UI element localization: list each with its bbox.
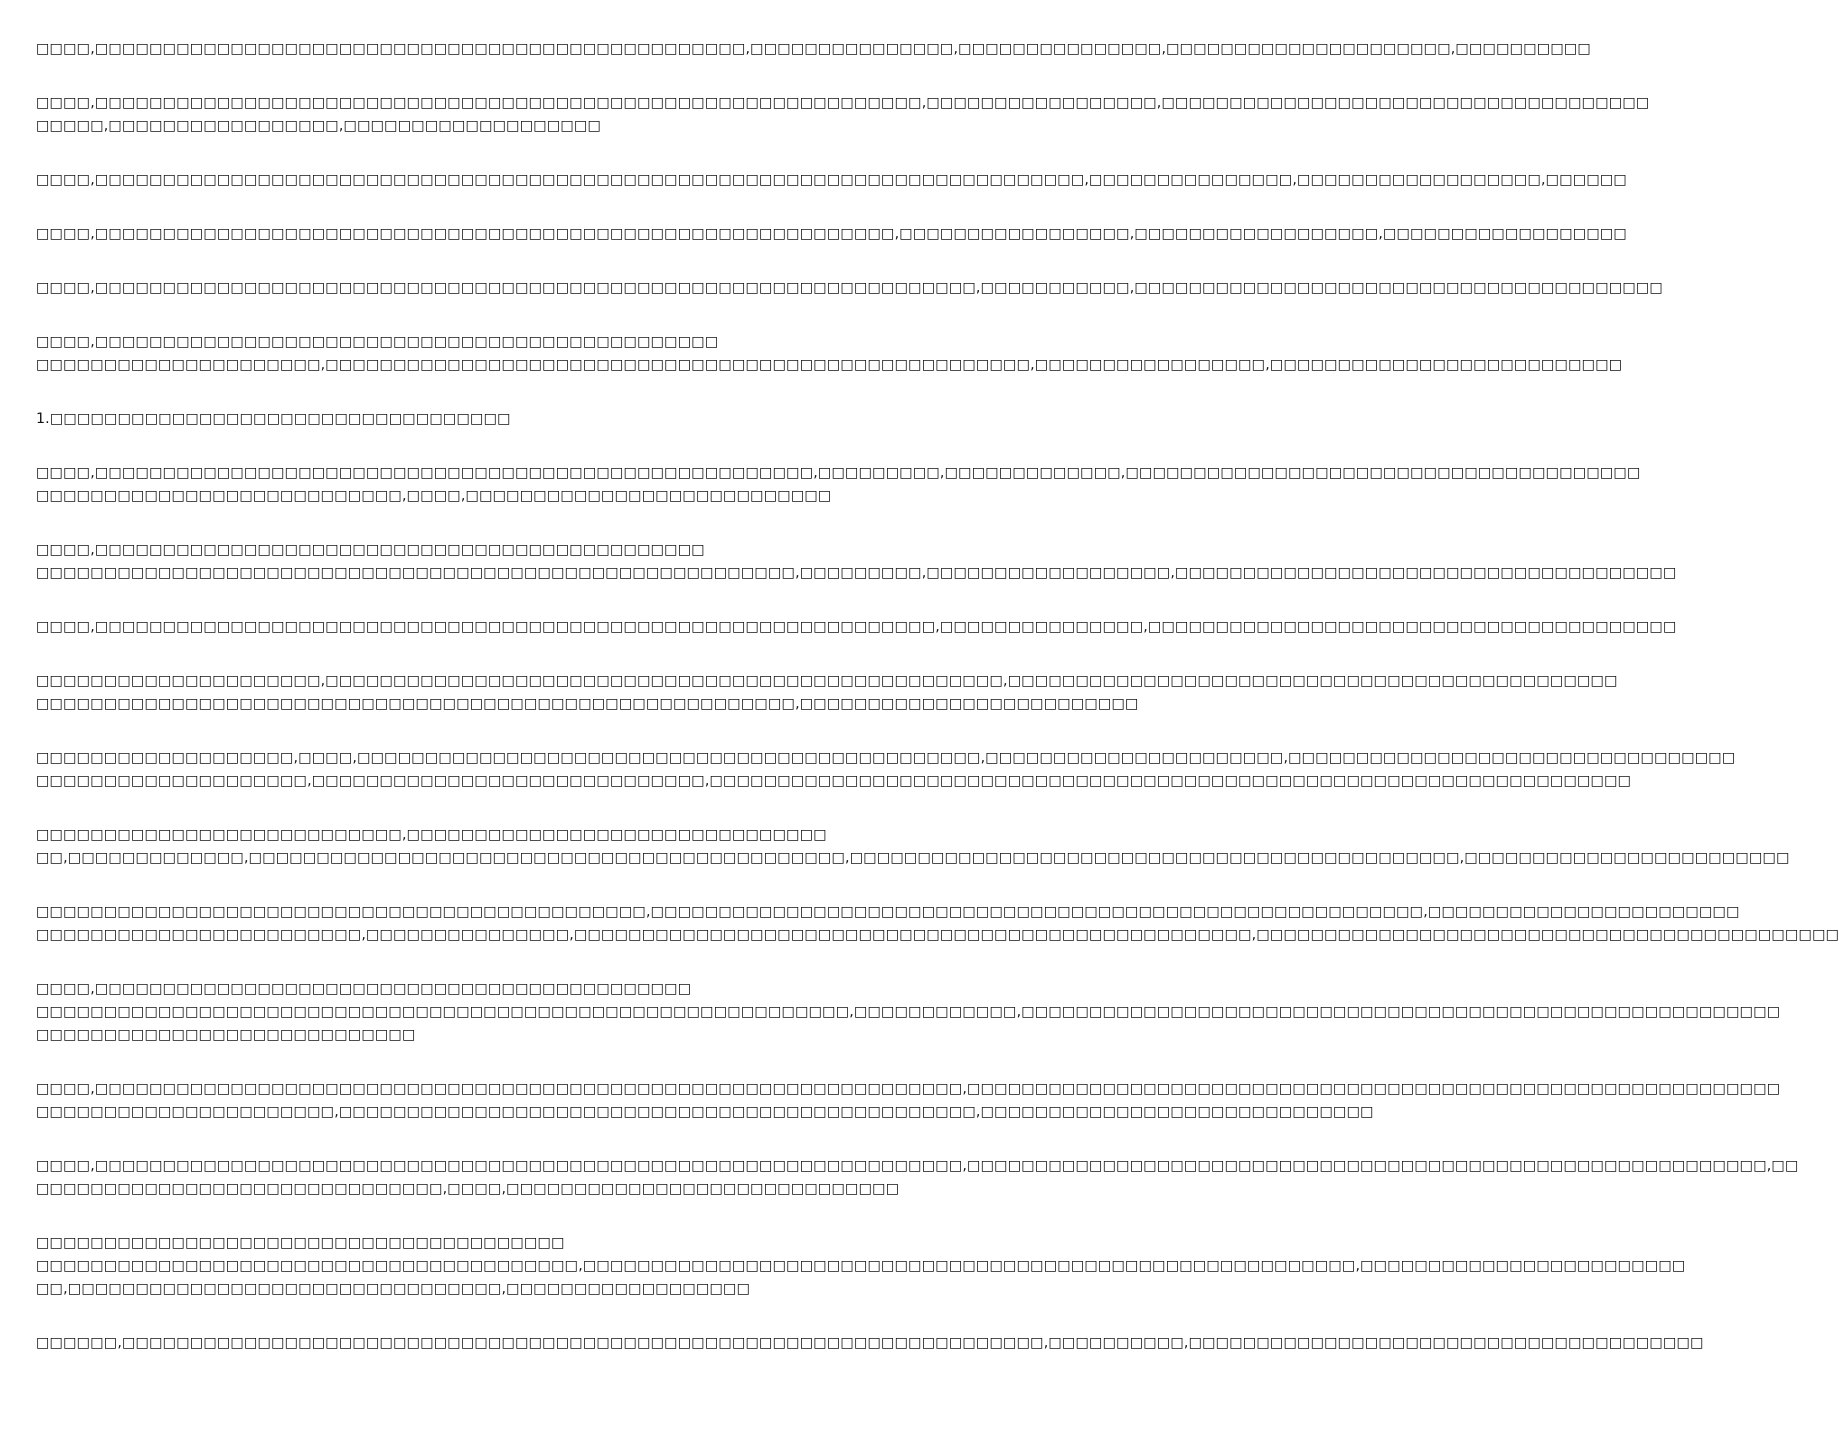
paragraph [36, 978, 1781, 1047]
text-line: □□□□,□□□□□□□□□□□□□□□□□□□□□□□□□□□□□□□□□□□□□□□□□□□□□□□□□□□□□□□□□□□□□□□□,□□□□□□□□□□□□□□□□□□□□□□□□□□□□□□□□□□□□□□□□□□□□□□□□□□□□□□□□□□□□ [36, 1081, 1781, 1097]
text-line: □□□□,□□□□□□□□□□□□□□□□□□□□□□□□□□□□□□□□□□□□□□□□□□□□□□□□□□□□□,□□□□□□□□□,□□□□□□□□□□□□□,□□□□□□□□□□□□□□□□□□□□□□□□□□□□□□□□□□□□□□ [36, 465, 1641, 481]
paragraph [36, 92, 1650, 138]
paragraph [36, 462, 1641, 508]
paragraph [36, 1155, 1799, 1201]
text-line: □□□□□,□□□□□□□□□□□□□□□□□,□□□□□□□□□□□□□□□□□□□ [36, 118, 602, 134]
paragraph [36, 38, 1591, 61]
text-line: □□□□,□□□□□□□□□□□□□□□□□□□□□□□□□□□□□□□□□□□□□□□□□□□□□□□□□□□□□□□□□□□□□,□□□□□□□□□□□□□□□□□,□□□□□□□□□□□□□□□□□□□□□□□□□□□□□□□□□□□□ [36, 95, 1650, 111]
text-line: □□□□□□□□□□□□□□□□□□□□□□□□□□□□□□□□□□□□□□□□□□□□□□□□□□□□□□□□,□□□□□□□□□,□□□□□□□□□□□□□□□□□□,□□□□□□□□□□□□□□□□□□□□□□□□□□□□□□□□□□□□□ [36, 565, 1677, 581]
text-line: □□□□□□□□□□□□□□□□□□□□□□□□□□□□ [36, 1027, 416, 1043]
text-line: □□□□,□□□□□□□□□□□□□□□□□□□□□□□□□□□□□□□□□□□□□□□□□□□□□□□□□□□□□□□□□□□□□□□□,□□□□□□□□□□□□□□□□□□□□□□□□□□□□□□□□□□□□□□□□□□□□□□□□□□□□□□□□□□□,□□ [36, 1158, 1799, 1174]
text-line: □□□□□□□□□□□□□□□□□□□□□□□□□□□□□□□□□□□□□□□□□□□□□□□□□□□□□□□□,□□□□□□□□□□□□□□□□□□□□□□□□□ [36, 696, 1139, 712]
text-line: □□□□,□□□□□□□□□□□□□□□□□□□□□□□□□□□□□□□□□□□□□□□□□□□□□ [36, 542, 705, 558]
text-line: □□□□□□□□□□□□□□□□□□□□□□□□□□□□□□,□□□□,□□□□□□□□□□□□□□□□□□□□□□□□□□□□□ [36, 1181, 900, 1197]
text-line: □□□□□□,□□□□□□□□□□□□□□□□□□□□□□□□□□□□□□□□□□□□□□□□□□□□□□□□□□□□□□□□□□□□□□□□□□□□,□□□□□□□□□□,□□□□□□□□□□□□□□□□□□□□□□□□□□□□□□□□□□□□□□ [36, 1335, 1704, 1351]
document-body [36, 38, 1839, 1386]
text-line: □□□□,□□□□□□□□□□□□□□□□□□□□□□□□□□□□□□□□□□□□□□□□□□□□□□□□□□□□□□□□□□□□□□□□□,□□□□□□□□□□□,□□□□□□□□□□□□□□□□□□□□□□□□□□□□□□□□□□□□□□□ [36, 280, 1663, 296]
text-line: □□□□,□□□□□□□□□□□□□□□□□□□□□□□□□□□□□□□□□□□□□□□□□□□□□□□□,□□□□□□□□□□□□□□□,□□□□□□□□□□□□□□□,□□□□□□□□□□□□□□□□□□□□□,□□□□□□□□□□ [36, 41, 1591, 57]
text-line: □□□□□□□□□□□□□□□□□□□□□□,□□□□□□□□□□□□□□□□□□□□□□□□□□□□□□□□□□□□□□□□□□□□□□□,□□□□□□□□□□□□□□□□□□□□□□□□□□□□□ [36, 1104, 1374, 1120]
paragraph [36, 670, 1618, 716]
paragraph [36, 331, 1623, 377]
text-line: □□□□,□□□□□□□□□□□□□□□□□□□□□□□□□□□□□□□□□□□□□□□□□□□□□□□□□□□□□□□□□□□□□□,□□□□□□□□□□□□□□□,□□□□□□□□□□□□□□□□□□□□□□□□□□□□□□□□□□□□□□□ [36, 619, 1677, 635]
text-line: □□□□□□□□□□□□□□□□□□□□□□□□□□□□□□□□□□□□□□□ [36, 1235, 565, 1251]
text-line: □□,□□□□□□□□□□□□□,□□□□□□□□□□□□□□□□□□□□□□□□□□□□□□□□□□□□□□□□□□□□,□□□□□□□□□□□□□□□□□□□□□□□□□□□□□□□□□□□□□□□□□□□□□,□□□□□□□□□□□□□□□□□□□□□□□□ [36, 850, 1790, 866]
text-line: □□□□□□□□□□□□□□□□□□□□□□□□□□□□□□□□□□□□□□□□□□□□□□□□□□□□□□□□□□□□,□□□□□□□□□□□□,□□□□□□□□□□□□□□□□□□□□□□□□□□□□□□□□□□□□□□□□□□□□□□□□□□□□□□□□ [36, 1004, 1781, 1020]
text-line: 1.□□□□□□□□□□□□□□□□□□□□□□□□□□□□□□□□□□ [36, 411, 511, 427]
paragraph [36, 277, 1663, 300]
paragraph [36, 747, 1736, 793]
text-line: □□□□,□□□□□□□□□□□□□□□□□□□□□□□□□□□□□□□□□□□□□□□□□□□□□□□□□□□□□□□□□□□,□□□□□□□□□□□□□□□□□,□□□□□□□□□□□□□□□□□□,□□□□□□□□□□□□□□□□□□ [36, 226, 1627, 242]
text-line: □□□□□□□□□□□□□□□□□□□□□□□□,□□□□□□□□□□□□□□□,□□□□□□□□□□□□□□□□□□□□□□□□□□□□□□□□□□□□□□□□□□□□□□□□□□,□□□□□□□□□□□□□□□□□□□□□□□□□□□□□□□□□□□□□□□□□□□ [36, 927, 1839, 943]
paragraph [36, 223, 1627, 246]
text-line: □□□□,□□□□□□□□□□□□□□□□□□□□□□□□□□□□□□□□□□□□□□□□□□□□□□ [36, 334, 719, 350]
text-line: □□□□□□□□□□□□□□□□□□□□□□□□□□□,□□□□,□□□□□□□□□□□□□□□□□□□□□□□□□□□ [36, 488, 832, 504]
text-line: □□,□□□□□□□□□□□□□□□□□□□□□□□□□□□□□□□□,□□□□□□□□□□□□□□□□□□ [36, 1281, 751, 1297]
paragraph [36, 616, 1677, 639]
text-line: □□□□□□□□□□□□□□□□□□□□□,□□□□□□□□□□□□□□□□□□□□□□□□□□□□□□□□□□□□□□□□□□□□□□□□□□□□,□□□□□□□□□□□□□□□□□,□□□□□□□□□□□□□□□□□□□□□□□□□□ [36, 357, 1623, 373]
paragraph [36, 1332, 1704, 1355]
paragraph [36, 901, 1839, 947]
text-line: □□□□,□□□□□□□□□□□□□□□□□□□□□□□□□□□□□□□□□□□□□□□□□□□□ [36, 981, 692, 997]
paragraph [36, 539, 1677, 585]
text-line: □□□□□□□□□□□□□□□□□□□□□□□□□□□□□□□□□□□□□□□□,□□□□□□□□□□□□□□□□□□□□□□□□□□□□□□□□□□□□□□□□□□□□□□□□□□□□□□□□□,□□□□□□□□□□□□□□□□□□□□□□□□ [36, 1258, 1686, 1274]
text-line: □□□□□□□□□□□□□□□□□□□□□,□□□□□□□□□□□□□□□□□□□□□□□□□□□□□□□□□□□□□□□□□□□□□□□□□□,□□□□□□□□□□□□□□□□□□□□□□□□□□□□□□□□□□□□□□□□□□□□□ [36, 673, 1618, 689]
paragraph [36, 824, 1790, 870]
text-line: □□□□,□□□□□□□□□□□□□□□□□□□□□□□□□□□□□□□□□□□□□□□□□□□□□□□□□□□□□□□□□□□□□□□□□□□□□□□□□,□□□□□□□□□□□□□□□,□□□□□□□□□□□□□□□□□□,□□□□□□ [36, 172, 1627, 188]
text-line: □□□□□□□□□□□□□□□□□□□□,□□□□□□□□□□□□□□□□□□□□□□□□□□□□□,□□□□□□□□□□□□□□□□□□□□□□□□□□□□□□□□□□□□□□□□□□□□□□□□□□□□□□□□□□□□□□□□□□□□ [36, 773, 1632, 789]
paragraph [36, 1078, 1781, 1124]
text-line: □□□□□□□□□□□□□□□□□□□□□□□□□□□,□□□□□□□□□□□□□□□□□□□□□□□□□□□□□□□ [36, 827, 827, 843]
paragraph [36, 1232, 1686, 1301]
text-line: □□□□□□□□□□□□□□□□□□□,□□□□,□□□□□□□□□□□□□□□□□□□□□□□□□□□□□□□□□□□□□□□□□□□□□□,□□□□□□□□□□□□□□□□□□□□□□,□□□□□□□□□□□□□□□□□□□□□□□□□□□□□□□□□ [36, 750, 1736, 766]
paragraph [36, 408, 990, 431]
text-line: □□□□□□□□□□□□□□□□□□□□□□□□□□□□□□□□□□□□□□□□□□□□□,□□□□□□□□□□□□□□□□□□□□□□□□□□□□□□□□□□□□□□□□□□□□□□□□□□□□□□□□□,□□□□□□□□□□□□□□□□□□□□□□□ [36, 904, 1740, 920]
paragraph [36, 169, 1627, 192]
